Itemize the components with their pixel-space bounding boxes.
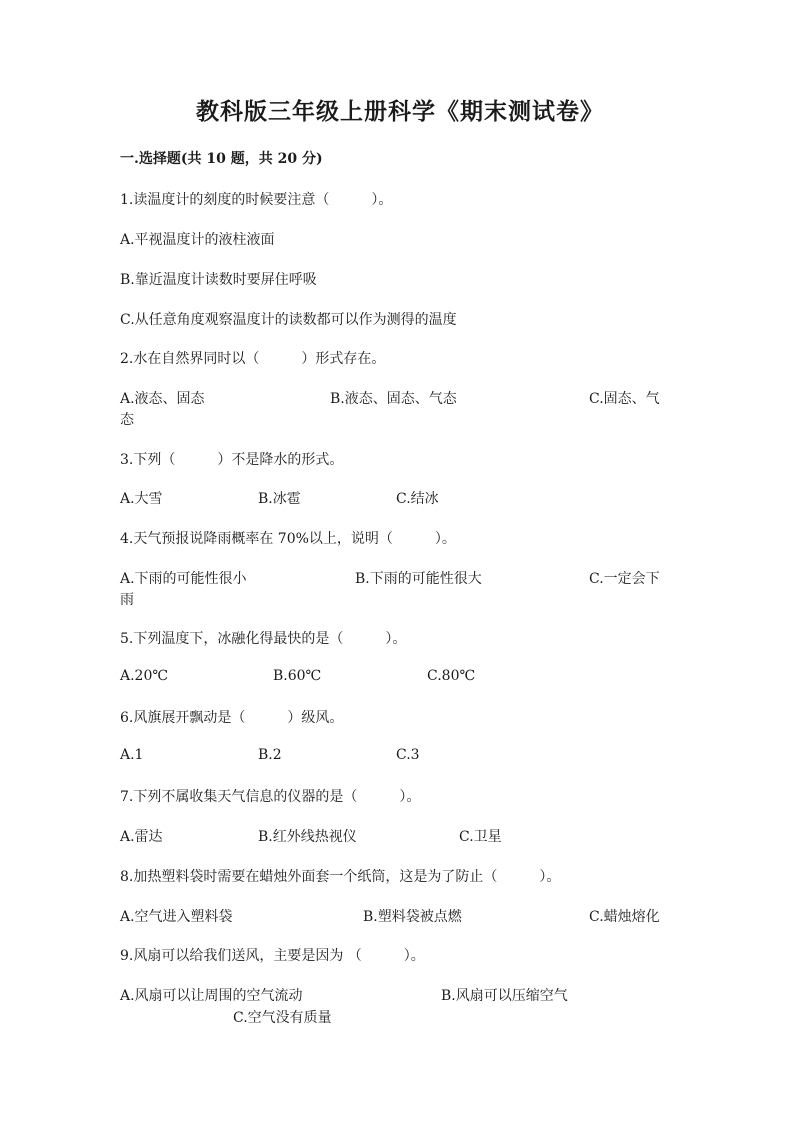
question-9-stem: 9.风扇可以给我们送风，主要是因为 （ ）。 (120, 948, 425, 964)
question-8-option-a: A.空气进入塑料袋 (120, 909, 233, 925)
question-6-option-a: A.1 (120, 747, 144, 763)
question-7-option-b: B.红外线热视仪 (258, 829, 357, 845)
question-3-option-c: C.结冰 (396, 491, 439, 507)
question-1-option-b: B.靠近温度计读数时要屏住呼吸 (120, 272, 317, 288)
question-5-option-c: C.80℃ (427, 668, 476, 684)
question-8-stem: 8.加热塑料袋时需要在蜡烛外面套一个纸筒，这是为了防止（ ）。 (120, 869, 561, 885)
question-5-stem: 5.下列温度下，冰融化得最快的是（ ）。 (120, 631, 407, 647)
question-5-option-b: B.60℃ (273, 668, 322, 684)
question-3-option-b: B.冰雹 (258, 491, 301, 507)
question-8-option-c: C.蜡烛熔化 (589, 909, 660, 925)
question-8-option-b: B.塑料袋被点燃 (363, 909, 462, 925)
question-4-option-c: C.一定会下 (589, 571, 660, 587)
question-3-option-a: A.大雪 (120, 491, 163, 507)
question-1-stem: 1.读温度计的刻度的时候要注意（ ）。 (120, 192, 393, 208)
question-4-option-a: A.下雨的可能性很小 (120, 571, 247, 587)
question-7-option-a: A.雷达 (120, 829, 163, 845)
question-7-option-c: C.卫星 (459, 829, 502, 845)
question-2-option-c-wrap: 态 (120, 412, 134, 428)
question-1-option-a: A.平视温度计的液柱液面 (120, 232, 275, 248)
question-7-stem: 7.下列不属收集天气信息的仪器的是（ ）。 (120, 789, 421, 805)
section-heading: 一.选择题(共 10 题，共 20 分) (120, 151, 323, 167)
question-4-option-c-wrap: 雨 (120, 592, 134, 608)
question-3-stem: 3.下列（ ）不是降水的形式。 (120, 452, 344, 468)
question-5-option-a: A.20℃ (120, 668, 169, 684)
question-4-stem: 4.天气预报说降雨概率在 70%以上，说明（ ）。 (120, 531, 456, 547)
question-2-option-c: C.固态、气 (589, 391, 660, 407)
question-6-option-b: B.2 (258, 747, 282, 763)
question-9-option-c: C.空气没有质量 (233, 1010, 332, 1026)
page-title: 教科版三年级上册科学《期末测试卷》 (196, 98, 604, 125)
question-6-stem: 6.风旗展开飘动是（ ）级风。 (120, 710, 344, 726)
question-2-option-b: B.液态、固态、气态 (330, 391, 457, 407)
question-6-option-c: C.3 (396, 747, 420, 763)
question-9-option-a: A.风扇可以让周围的空气流动 (120, 988, 303, 1004)
question-4-option-b: B.下雨的可能性很大 (355, 571, 482, 587)
question-2-option-a: A.液态、固态 (120, 391, 205, 407)
question-9-option-b: B.风扇可以压缩空气 (441, 988, 568, 1004)
question-2-stem: 2.水在自然界同时以（ ）形式存在。 (120, 351, 386, 367)
question-1-option-c: C.从任意角度观察温度计的读数都可以作为测得的温度 (120, 312, 457, 328)
